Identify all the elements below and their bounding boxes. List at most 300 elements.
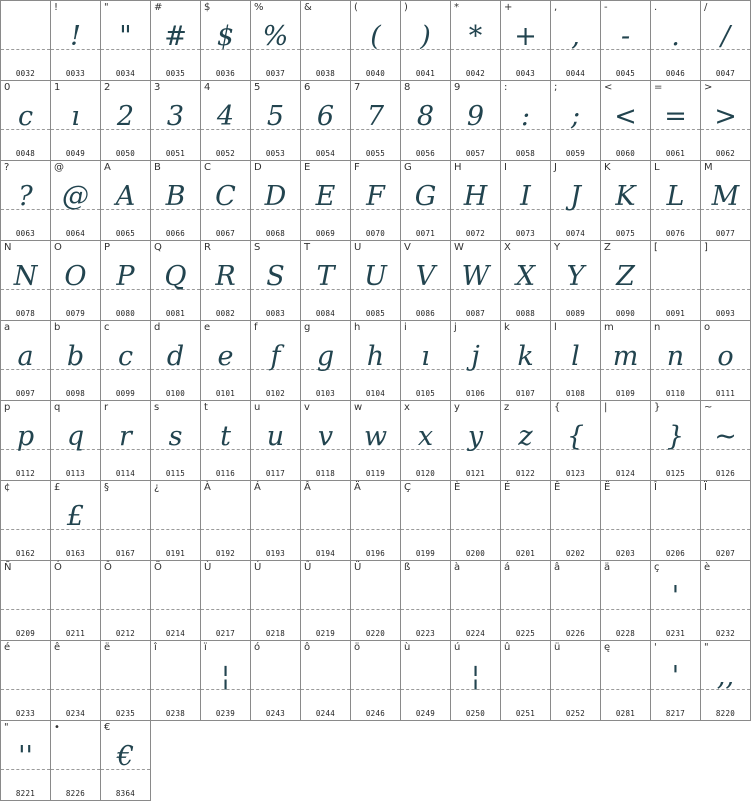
glyph-cell: [300, 640, 351, 721]
glyph-cell: [250, 320, 301, 401]
glyph-cell: [700, 560, 751, 641]
glyph-codepoint-label: 0239: [215, 709, 236, 718]
glyph-cell: [0, 480, 51, 561]
glyph-sample: ¦: [470, 661, 481, 692]
glyph-sample: W: [461, 261, 490, 292]
glyph-codepoint-label: 0069: [315, 229, 336, 238]
glyph-codepoint-label: 0209: [15, 629, 36, 638]
glyph-codepoint-label: 0065: [115, 229, 136, 238]
glyph-sample: [251, 493, 300, 541]
glyph-cell: [0, 720, 51, 801]
glyph-sample: $: [216, 21, 235, 52]
glyph-codepoint-label: 0246: [365, 709, 386, 718]
glyph-character-label: r: [104, 402, 109, 413]
glyph-sample: q: [66, 421, 85, 452]
glyph-cell: [50, 320, 101, 401]
glyph-sample: [151, 493, 200, 541]
glyph-sample: f: [270, 341, 281, 372]
glyph-codepoint-label: 8221: [15, 789, 36, 798]
glyph-cell: [500, 640, 551, 721]
glyph-character-label: ö: [354, 642, 361, 653]
glyph-cell: [0, 320, 51, 401]
glyph-sample: [51, 653, 100, 701]
glyph-cell: [50, 160, 101, 241]
glyph-codepoint-label: 0056: [415, 149, 436, 158]
glyph-codepoint-label: 0085: [365, 309, 386, 318]
glyph-codepoint-label: 0072: [465, 229, 486, 238]
glyph-character-label: n: [654, 322, 661, 333]
glyph-codepoint-label: 0196: [365, 549, 386, 558]
glyph-character-label: ': [654, 642, 657, 653]
glyph-character-label: b: [54, 322, 61, 333]
glyph-codepoint-label: 8217: [665, 709, 686, 718]
glyph-sample: ı: [71, 101, 80, 132]
glyph-character-label: >: [704, 82, 713, 93]
glyph-cell: [50, 640, 101, 721]
glyph-cell: [100, 80, 151, 161]
glyph-cell: [150, 160, 201, 241]
glyph-codepoint-label: 0113: [65, 469, 86, 478]
glyph-codepoint-label: 0249: [415, 709, 436, 718]
glyph-sample: ,,: [716, 661, 735, 692]
glyph-codepoint-label: 0212: [115, 629, 136, 638]
glyph-character-label: Ö: [154, 562, 162, 573]
glyph-sample: c: [17, 101, 34, 132]
glyph-character-label: p: [4, 402, 11, 413]
glyph-sample: .: [671, 21, 680, 52]
glyph-character-label: ?: [4, 162, 10, 173]
glyph-codepoint-label: 0192: [215, 549, 236, 558]
glyph-character-label: Ó: [54, 562, 62, 573]
glyph-cell: [350, 400, 401, 481]
glyph-codepoint-label: 0091: [665, 309, 686, 318]
glyph-sample: '': [18, 741, 33, 772]
glyph-codepoint-label: 0034: [115, 69, 136, 78]
glyph-cell: [350, 320, 401, 401]
glyph-character-label: i: [404, 322, 407, 333]
glyph-codepoint-label: 0077: [715, 229, 736, 238]
glyph-codepoint-label: 0219: [315, 629, 336, 638]
glyph-sample: G: [414, 181, 437, 212]
glyph-character-label: Ô: [104, 562, 112, 573]
glyph-sample: ,: [571, 21, 580, 52]
glyph-codepoint-label: 0099: [115, 389, 136, 398]
glyph-sample: [651, 253, 700, 301]
glyph-character-label: ç: [654, 562, 660, 573]
glyph-cell: [200, 640, 251, 721]
glyph-character-label: Y: [554, 242, 561, 253]
glyph-sample: x: [417, 421, 434, 452]
glyph-codepoint-label: 0083: [265, 309, 286, 318]
glyph-character-label: Ù: [204, 562, 212, 573]
glyph-codepoint-label: 0125: [665, 469, 686, 478]
glyph-sample: [401, 653, 450, 701]
glyph-character-label: t: [204, 402, 208, 413]
glyph-character-label: 5: [254, 82, 261, 93]
glyph-character-label: Î: [654, 482, 657, 493]
glyph-codepoint-label: 0244: [315, 709, 336, 718]
glyph-cell: [350, 80, 401, 161]
glyph-sample: I: [520, 181, 531, 212]
glyph-character-label: €: [104, 722, 111, 733]
glyph-character-label: !: [54, 2, 59, 13]
glyph-sample: 7: [366, 101, 385, 132]
glyph-character-label: A: [104, 162, 111, 173]
glyph-cell: [200, 160, 251, 241]
glyph-cell: [600, 480, 651, 561]
glyph-codepoint-label: 0162: [15, 549, 36, 558]
glyph-sample: e: [217, 341, 234, 372]
glyph-character-label: =: [654, 82, 663, 93]
glyph-sample: ;: [570, 101, 581, 132]
glyph-sample: ¦: [220, 661, 231, 692]
glyph-cell: [0, 240, 51, 321]
glyph-character-label: 2: [104, 82, 111, 93]
glyph-sample: 8: [416, 101, 435, 132]
glyph-character-label: ú: [454, 642, 461, 653]
glyph-sample: t: [220, 421, 231, 452]
glyph-codepoint-label: 0252: [565, 709, 586, 718]
glyph-cell: [600, 240, 651, 321]
glyph-sample: [651, 493, 700, 541]
glyph-sample: a: [17, 341, 34, 372]
glyph-codepoint-label: 0234: [65, 709, 86, 718]
glyph-cell: [400, 320, 451, 401]
glyph-codepoint-label: 0251: [515, 709, 536, 718]
glyph-codepoint-label: 0046: [665, 69, 686, 78]
glyph-sample: l: [571, 341, 580, 372]
glyph-sample: [551, 493, 600, 541]
glyph-codepoint-label: 0226: [565, 629, 586, 638]
glyph-character-label: o: [704, 322, 711, 333]
glyph-cell: [50, 240, 101, 321]
glyph-cell: [0, 0, 51, 81]
glyph-codepoint-label: 0119: [365, 469, 386, 478]
glyph-sample: [1, 653, 50, 701]
glyph-sample: €: [116, 741, 135, 772]
glyph-sample: c: [117, 341, 134, 372]
glyph-sample: *: [468, 21, 483, 52]
glyph-sample: m: [612, 341, 639, 372]
glyph-sample: y: [467, 421, 484, 452]
glyph-codepoint-label: 0066: [165, 229, 186, 238]
glyph-character-label: K: [604, 162, 611, 173]
glyph-codepoint-label: 0199: [415, 549, 436, 558]
glyph-codepoint-label: 0062: [715, 149, 736, 158]
glyph-codepoint-label: 0045: [615, 69, 636, 78]
glyph-cell: [0, 160, 51, 241]
glyph-sample: [401, 493, 450, 541]
glyph-character-label: v: [304, 402, 310, 413]
glyph-cell: [300, 560, 351, 641]
glyph-character-label: î: [154, 642, 157, 653]
glyph-character-label: Û: [304, 562, 312, 573]
glyph-codepoint-label: 0090: [615, 309, 636, 318]
glyph-character-label: 6: [304, 82, 311, 93]
glyph-cell: [650, 560, 701, 641]
glyph-cell: [200, 80, 251, 161]
glyph-character-label: u: [254, 402, 261, 413]
glyph-codepoint-label: 0071: [415, 229, 436, 238]
glyph-codepoint-label: 0068: [265, 229, 286, 238]
glyph-character-label: V: [404, 242, 411, 253]
glyph-character-label: ß: [404, 562, 411, 573]
glyph-codepoint-label: 0064: [65, 229, 86, 238]
glyph-sample: ı: [421, 341, 430, 372]
glyph-codepoint-label: 0063: [15, 229, 36, 238]
glyph-codepoint-label: 0042: [465, 69, 486, 78]
glyph-cell: [200, 400, 251, 481]
glyph-sample: [1, 573, 50, 621]
glyph-cell: [100, 720, 151, 801]
glyph-cell: [150, 240, 201, 321]
glyph-cell: [400, 640, 451, 721]
glyph-codepoint-label: 0243: [265, 709, 286, 718]
glyph-character-label: d: [154, 322, 161, 333]
glyph-sample: s: [168, 421, 183, 452]
glyph-codepoint-label: 0114: [115, 469, 136, 478]
glyph-character-label: ;: [554, 82, 558, 93]
glyph-cell: [600, 80, 651, 161]
glyph-codepoint-label: 0123: [565, 469, 586, 478]
glyph-cell: [650, 0, 701, 81]
glyph-cell: [250, 160, 301, 241]
glyph-codepoint-label: 0049: [65, 149, 86, 158]
glyph-cell: [400, 160, 451, 241]
glyph-sample: [701, 573, 750, 621]
glyph-character-label: ": [104, 2, 109, 13]
glyph-cell: [450, 560, 501, 641]
glyph-character-label: ü: [554, 642, 561, 653]
glyph-cell: [500, 240, 551, 321]
glyph-sample: 3: [166, 101, 185, 132]
glyph-codepoint-label: 0124: [615, 469, 636, 478]
glyph-character-label: Ï: [704, 482, 707, 493]
glyph-sample: g: [316, 341, 335, 372]
glyph-character-label: f: [254, 322, 258, 333]
glyph-character-label: Ê: [554, 482, 561, 493]
glyph-codepoint-label: 0060: [615, 149, 636, 158]
glyph-cell: [550, 320, 601, 401]
glyph-codepoint-label: 0214: [165, 629, 186, 638]
glyph-cell: [50, 720, 101, 801]
glyph-character-label: Ë: [604, 482, 611, 493]
glyph-codepoint-label: 0201: [515, 549, 536, 558]
glyph-codepoint-label: 0032: [15, 69, 36, 78]
glyph-character-label: 1: [54, 82, 61, 93]
glyph-character-label: ,: [554, 2, 558, 13]
glyph-sample: Y: [566, 261, 585, 292]
glyph-sample: T: [316, 261, 335, 292]
glyph-cell: [500, 480, 551, 561]
glyph-cell: [600, 640, 651, 721]
glyph-character-label: (: [354, 2, 358, 13]
glyph-character-label: 7: [354, 82, 361, 93]
glyph-cell: [50, 560, 101, 641]
glyph-character-label: Z: [604, 242, 611, 253]
glyph-character-label: F: [354, 162, 360, 173]
glyph-codepoint-label: 0250: [465, 709, 486, 718]
glyph-cell: [450, 400, 501, 481]
glyph-sample: [101, 493, 150, 541]
glyph-codepoint-label: 0121: [465, 469, 486, 478]
glyph-codepoint-label: 0040: [365, 69, 386, 78]
glyph-codepoint-label: 0235: [115, 709, 136, 718]
glyph-codepoint-label: 0058: [515, 149, 536, 158]
glyph-character-label: U: [354, 242, 362, 253]
glyph-cell: [100, 560, 151, 641]
glyph-cell: [300, 240, 351, 321]
glyph-cell: [650, 80, 701, 161]
glyph-sample: [51, 733, 100, 781]
glyph-codepoint-label: 0087: [465, 309, 486, 318]
glyph-character-label: a: [4, 322, 11, 333]
glyph-sample: v: [317, 421, 334, 452]
glyph-codepoint-label: 0112: [15, 469, 36, 478]
glyph-cell: [550, 80, 601, 161]
glyph-sample: 9: [466, 101, 485, 132]
glyph-character-label: z: [504, 402, 510, 413]
glyph-sample: [551, 653, 600, 701]
glyph-sample: X: [515, 261, 536, 292]
glyph-cell: [550, 560, 601, 641]
glyph-sample: V: [415, 261, 436, 292]
glyph-character-label: ": [4, 722, 9, 733]
glyph-codepoint-label: 0206: [665, 549, 686, 558]
glyph-codepoint-label: 0102: [265, 389, 286, 398]
glyph-character-label: I: [504, 162, 507, 173]
glyph-character-label: â: [554, 562, 561, 573]
glyph-codepoint-label: 0200: [465, 549, 486, 558]
glyph-character-label: l: [554, 322, 557, 333]
glyph-character-label: Ñ: [4, 562, 12, 573]
glyph-codepoint-label: 0223: [415, 629, 436, 638]
glyph-character-label: ó: [254, 642, 261, 653]
glyph-cell: [0, 640, 51, 721]
glyph-character-label: X: [504, 242, 511, 253]
glyph-codepoint-label: 0122: [515, 469, 536, 478]
glyph-cell: [600, 0, 651, 81]
glyph-character-label: E: [304, 162, 311, 173]
glyph-sample: L: [666, 181, 685, 212]
glyph-cell: [400, 80, 451, 161]
glyph-cell: [600, 560, 651, 641]
glyph-character-label: ù: [404, 642, 411, 653]
glyph-codepoint-label: 0110: [665, 389, 686, 398]
glyph-cell: [400, 560, 451, 641]
glyph-character-label: x: [404, 402, 410, 413]
glyph-character-label: [: [654, 242, 658, 253]
glyph-codepoint-label: 0061: [665, 149, 686, 158]
glyph-codepoint-label: 0075: [615, 229, 636, 238]
glyph-character-label: Â: [304, 482, 311, 493]
glyph-codepoint-label: 0211: [65, 629, 86, 638]
glyph-codepoint-label: 0044: [565, 69, 586, 78]
glyph-codepoint-label: 0220: [365, 629, 386, 638]
glyph-cell: [200, 0, 251, 81]
glyph-sample: H: [463, 181, 488, 212]
glyph-codepoint-label: 0231: [665, 629, 686, 638]
glyph-character-label: G: [404, 162, 412, 173]
glyph-codepoint-label: 0038: [315, 69, 336, 78]
glyph-character-label: y: [454, 402, 460, 413]
glyph-codepoint-label: 0191: [165, 549, 186, 558]
glyph-cell: [200, 240, 251, 321]
glyph-cell: [250, 0, 301, 81]
glyph-sample: [301, 493, 350, 541]
glyph-codepoint-label: 0059: [565, 149, 586, 158]
glyph-codepoint-label: 0116: [215, 469, 236, 478]
glyph-cell: [150, 560, 201, 641]
glyph-cell: [150, 640, 201, 721]
glyph-cell: [250, 240, 301, 321]
glyph-character-label: H: [454, 162, 462, 173]
glyph-cell: [100, 640, 151, 721]
glyph-codepoint-label: 0193: [265, 549, 286, 558]
glyph-cell: [200, 320, 251, 401]
glyph-cell: [350, 640, 401, 721]
glyph-codepoint-label: 0167: [115, 549, 136, 558]
glyph-character-label: £: [54, 482, 61, 493]
glyph-sample: }: [666, 421, 685, 452]
glyph-cell: [0, 560, 51, 641]
glyph-character-label: 3: [154, 82, 161, 93]
glyph-codepoint-label: 0054: [315, 149, 336, 158]
glyph-character-label: T: [304, 242, 311, 253]
glyph-character-label: k: [504, 322, 510, 333]
glyph-codepoint-label: 0217: [215, 629, 236, 638]
glyph-cell: [400, 400, 451, 481]
glyph-sample: K: [615, 181, 636, 212]
glyph-sample: @: [62, 181, 89, 212]
glyph-cell: [550, 160, 601, 241]
glyph-sample: o: [717, 341, 734, 372]
glyph-codepoint-label: 0111: [715, 389, 736, 398]
glyph-codepoint-label: 0051: [165, 149, 186, 158]
glyph-character-label: ï: [204, 642, 207, 653]
glyph-codepoint-label: 0033: [65, 69, 86, 78]
glyph-codepoint-label: 0238: [165, 709, 186, 718]
glyph-sample: %: [262, 21, 289, 52]
glyph-sample: [301, 653, 350, 701]
glyph-sample: [351, 493, 400, 541]
glyph-codepoint-label: 0043: [515, 69, 536, 78]
glyph-codepoint-label: 0070: [365, 229, 386, 238]
glyph-codepoint-label: 0036: [215, 69, 236, 78]
glyph-codepoint-label: 0076: [665, 229, 686, 238]
glyph-sample: [1, 493, 50, 541]
glyph-character-label: é: [4, 642, 11, 653]
glyph-cell: [650, 640, 701, 721]
glyph-codepoint-label: 0105: [415, 389, 436, 398]
glyph-codepoint-label: 0073: [515, 229, 536, 238]
glyph-sample: r: [119, 421, 132, 452]
glyph-character-label: ë: [104, 642, 111, 653]
glyph-sample: ": [119, 21, 132, 52]
glyph-cell: [550, 240, 601, 321]
glyph-character-label: -: [604, 2, 608, 13]
glyph-character-label: Ç: [404, 482, 411, 493]
glyph-cell: [100, 400, 151, 481]
glyph-cell: [500, 80, 551, 161]
glyph-codepoint-label: 0103: [315, 389, 336, 398]
glyph-character-label: R: [204, 242, 211, 253]
glyph-codepoint-label: 0218: [265, 629, 286, 638]
glyph-character-label: Á: [254, 482, 261, 493]
glyph-cell: [450, 160, 501, 241]
glyph-cell: [450, 0, 501, 81]
glyph-character-label: Ü: [354, 562, 362, 573]
